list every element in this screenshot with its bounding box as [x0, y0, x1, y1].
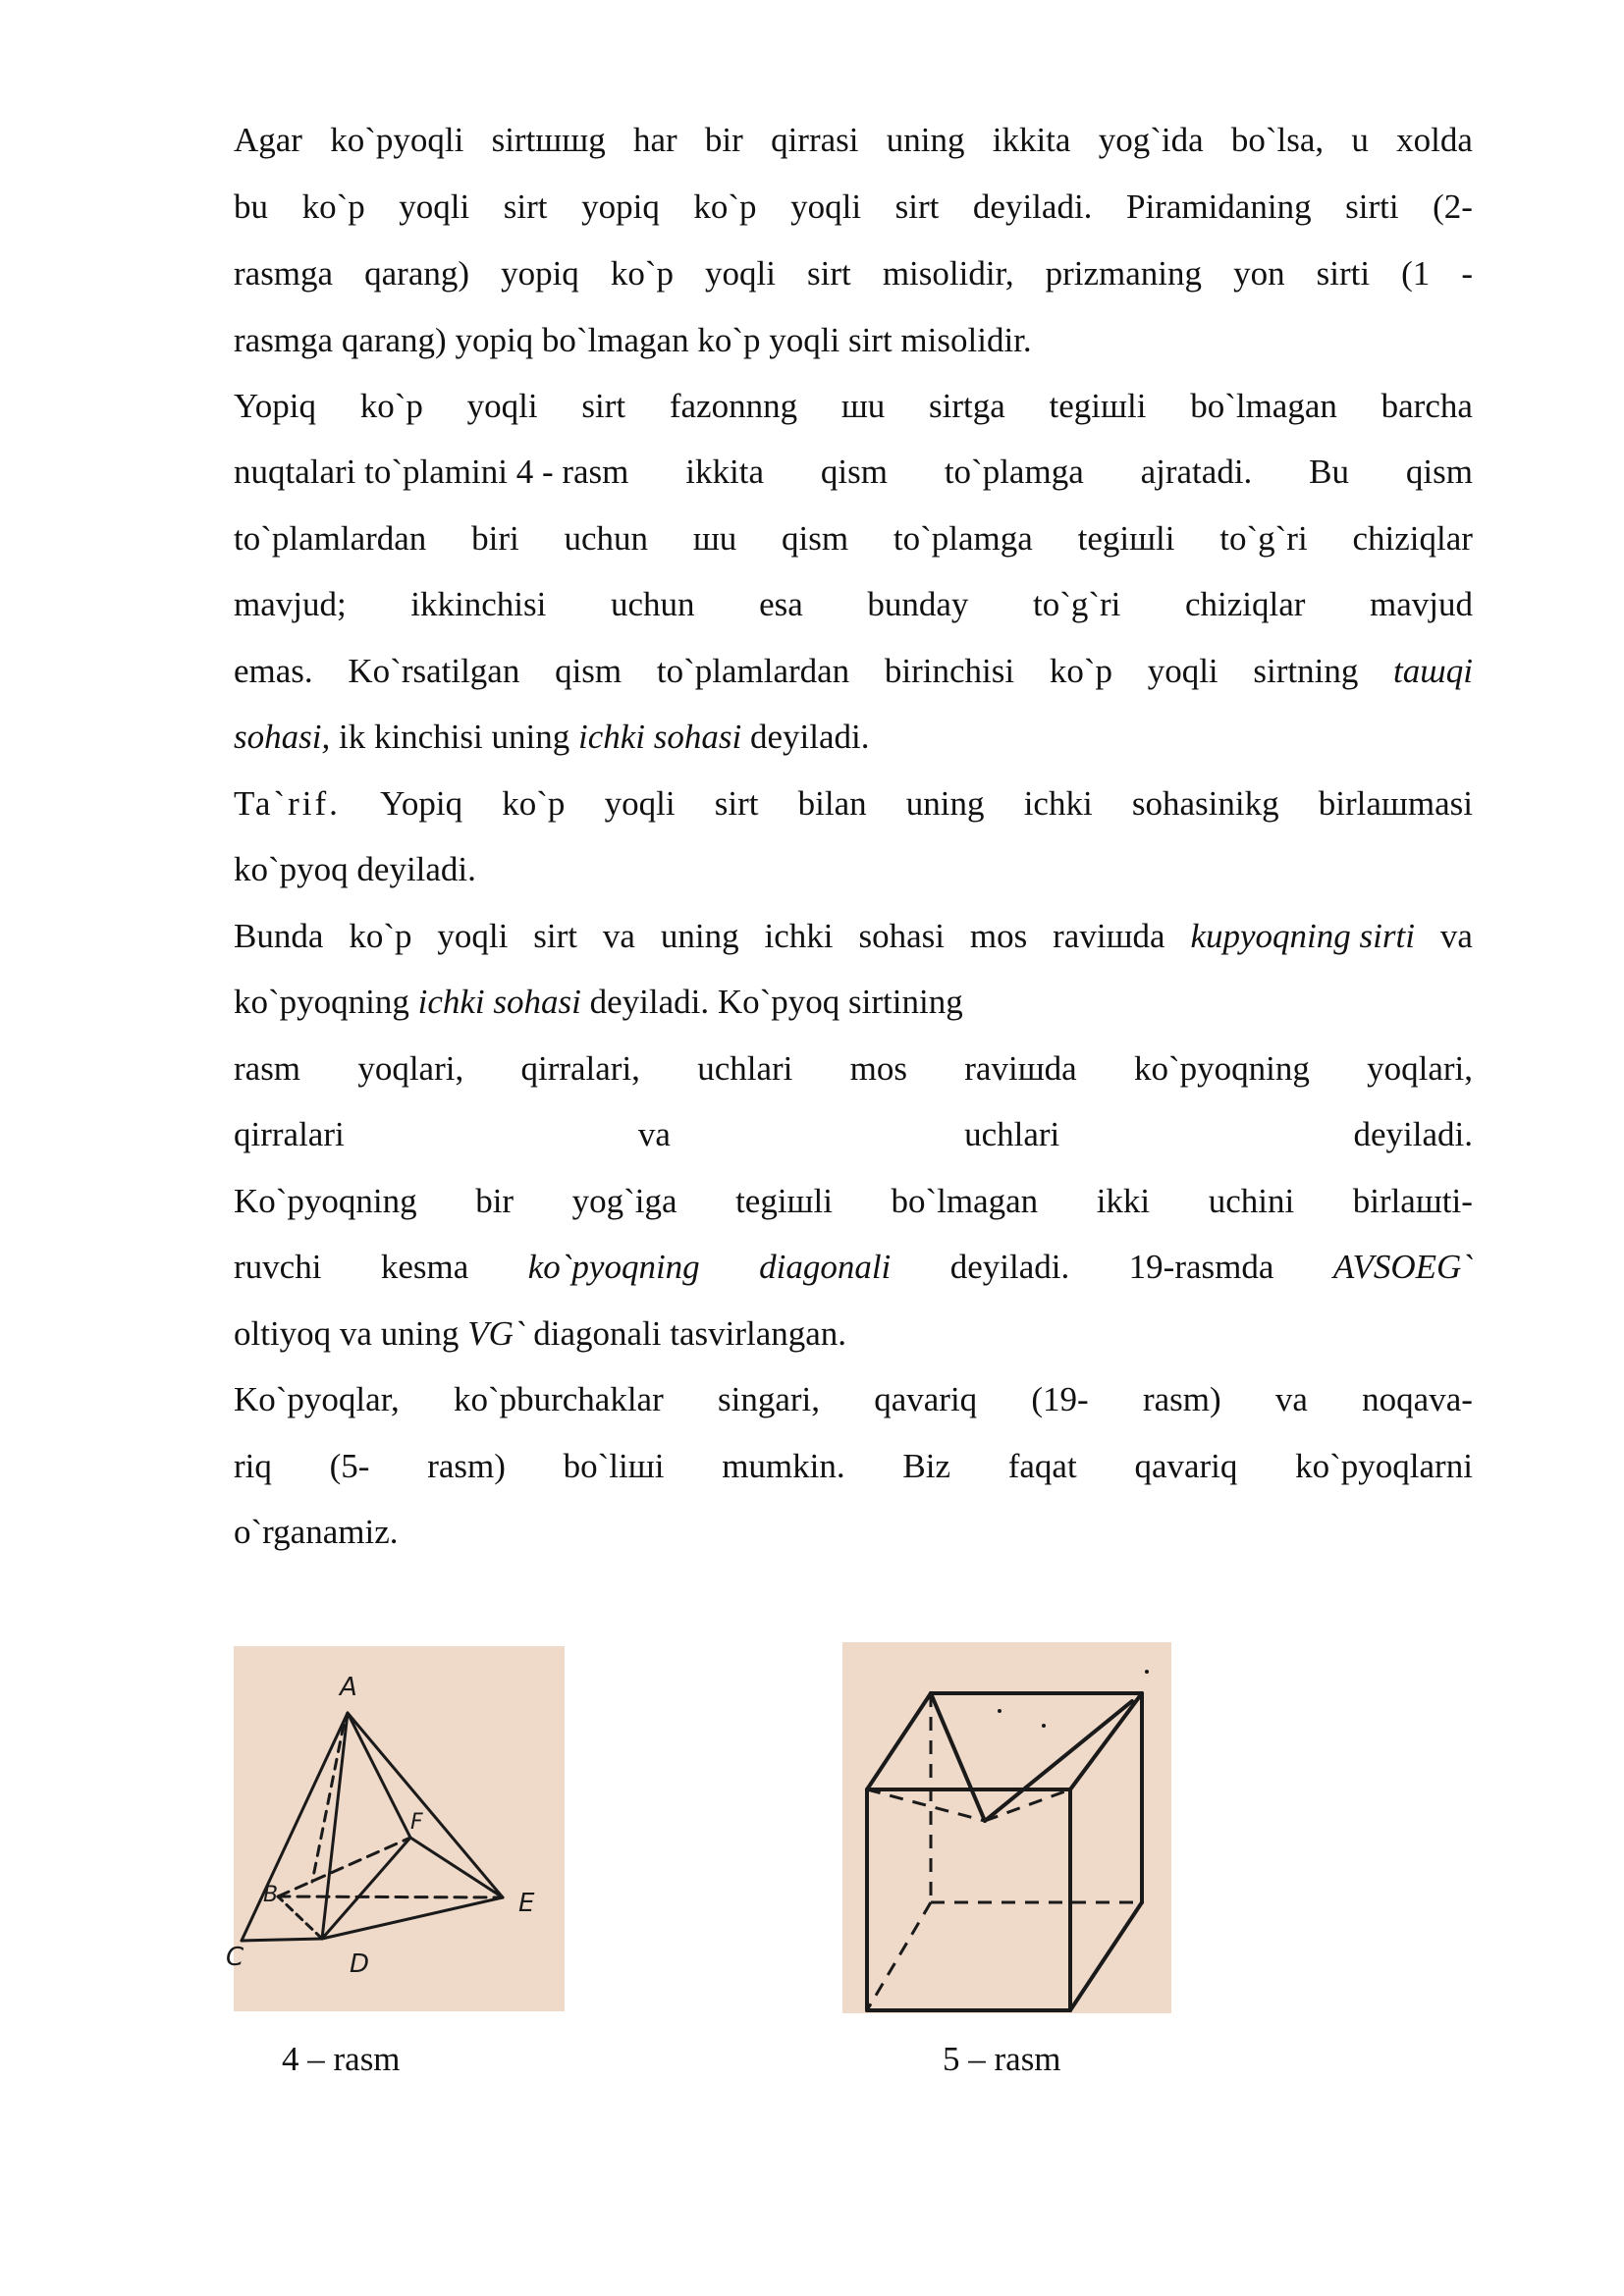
text-segment: emas.: [234, 652, 313, 690]
text-segment: yoqlari,: [357, 1049, 464, 1088]
text-segment: yoqli: [399, 187, 470, 226]
text-segment: to`g`ri: [1219, 519, 1308, 558]
text-segment: Ta`rif.: [234, 784, 341, 823]
text-segment: sirtшшg: [491, 121, 606, 159]
text-segment: bo`lmagan: [1190, 387, 1337, 425]
text-segment: rasm: [234, 1049, 301, 1088]
text-segment: (19-: [1031, 1380, 1089, 1418]
text-line: [234, 316, 1473, 365]
text-segment: chiziqlar: [1184, 585, 1306, 623]
text-segment: rasmga: [234, 254, 334, 293]
vertex-label-d: D: [350, 1949, 370, 1979]
text-line: [234, 249, 1473, 298]
text-segment: Yopiq: [234, 387, 316, 425]
pyramid-drawing: [226, 1646, 565, 2011]
text-segment: (1: [1401, 254, 1431, 293]
text-line: [234, 514, 1473, 563]
text-segment: chiziqlar: [1352, 519, 1473, 558]
text-segment: ko`p: [693, 187, 757, 226]
text-segment: ko`pyoqlarni: [1295, 1447, 1473, 1485]
text-segment: ko`p: [1049, 652, 1112, 690]
text-segment: sirtga: [929, 387, 1005, 425]
text-segment: va: [1274, 1380, 1308, 1418]
text-line: [234, 647, 1473, 696]
text-line: [234, 845, 1473, 894]
text-segment: sohasi, ik kinchisi uning ichki sohasi deyiladi.: [234, 718, 870, 756]
text-segment: Biz: [902, 1447, 950, 1485]
text-segment: uchini: [1208, 1182, 1295, 1220]
text-segment: uning: [886, 121, 965, 159]
text-segment: esa: [759, 585, 803, 623]
text-segment: Piramidaning: [1125, 187, 1312, 226]
text-segment: yoqlari,: [1367, 1049, 1473, 1088]
text-segment: rasmga qarang) yopiq bo`lmagan ko`p yoqli sirt misolidir.: [234, 321, 1032, 359]
text-segment: Ko`pyoqlar,: [234, 1380, 400, 1418]
text-segment: uning: [660, 917, 739, 955]
text-segment: ko`pyoqning: [1133, 1049, 1310, 1088]
text-segment: sirt: [533, 917, 577, 955]
text-line: [234, 779, 1473, 828]
text-line: [234, 580, 1473, 629]
text-segment: diagonali: [759, 1248, 892, 1286]
text-segment: barcha: [1380, 387, 1473, 425]
text-segment: yoqli: [705, 254, 776, 293]
vertex-label-e: E: [518, 1889, 535, 1918]
text-segment: qism: [782, 519, 849, 558]
text-segment: fazonnng: [669, 387, 798, 425]
text-segment: prizmaning: [1045, 254, 1203, 293]
text-segment: deyiladi.: [949, 1248, 1070, 1286]
text-segment: ko`p: [359, 387, 423, 425]
text-segment: ikki: [1096, 1182, 1151, 1220]
text-segment: mos: [849, 1049, 908, 1088]
text-segment: qavariq: [1134, 1447, 1238, 1485]
text-segment: xolda: [1396, 121, 1473, 159]
text-segment: raviшda: [964, 1049, 1077, 1088]
text-line: [234, 183, 1473, 232]
text-line: [234, 382, 1473, 431]
text-segment: qirrasi: [771, 121, 859, 159]
text-segment: deyiladi.: [972, 187, 1093, 226]
text-segment: to`g`ri: [1032, 585, 1121, 623]
text-segment: sohasinikg: [1131, 784, 1279, 823]
text-segment: sirti: [1316, 254, 1371, 293]
text-segment: Bunda: [234, 917, 324, 955]
text-segment: uchun: [610, 585, 695, 623]
text-segment: rasm): [427, 1447, 506, 1485]
text-segment: deyiladi.: [1353, 1115, 1473, 1153]
text-segment: kesma: [380, 1248, 469, 1286]
text-segment: yog`ida: [1098, 121, 1204, 159]
text-line: [234, 1243, 1473, 1292]
text-line: [234, 1044, 1473, 1094]
text-segment: uning: [905, 784, 985, 823]
text-segment: Yopiq: [380, 784, 463, 823]
text-segment: yoqli: [604, 784, 676, 823]
text-segment: qarang): [364, 254, 470, 293]
text-segment: raviшda: [1053, 917, 1165, 955]
text-segment: uchlari: [697, 1049, 793, 1088]
text-line: [234, 1508, 1473, 1557]
text-segment: qirralari,: [520, 1049, 640, 1088]
text-line: [234, 713, 1473, 762]
text-segment: qavariq: [874, 1380, 978, 1418]
text-segment: ko`pyoqli: [330, 121, 464, 159]
text-segment: singari,: [717, 1380, 820, 1418]
text-line: [234, 912, 1473, 961]
text-line: [234, 978, 1473, 1027]
text-segment: sirt: [714, 784, 759, 823]
text-segment: o`rganamiz.: [234, 1513, 399, 1551]
text-segment: yopiq: [581, 187, 660, 226]
text-segment: (5-: [329, 1447, 370, 1485]
text-segment: bo`lmagan: [891, 1182, 1039, 1220]
text-segment: birlaшti-: [1352, 1182, 1473, 1220]
text-segment: to`plamga: [944, 453, 1084, 491]
text-segment: ko`pyoqning: [527, 1248, 700, 1286]
text-segment: va: [1439, 917, 1473, 955]
text-segment: ko`p: [610, 254, 674, 293]
text-segment: Bu: [1309, 453, 1350, 491]
text-segment: tegiшli: [735, 1182, 833, 1220]
text-segment: taшqi: [1393, 652, 1473, 690]
text-segment: ko`p: [349, 917, 412, 955]
figure-4-pyramid: [226, 1646, 565, 2011]
text-segment: har: [632, 121, 677, 159]
text-segment: nuqtalari to`plamini 4 - rasm: [234, 453, 629, 491]
text-segment: tegiшli: [1077, 519, 1175, 558]
text-segment: mos: [969, 917, 1028, 955]
text-segment: uchun: [564, 519, 649, 558]
text-line: [234, 1442, 1473, 1491]
text-segment: ko`pburchaklar: [453, 1380, 664, 1418]
text-segment: tegiшli: [1049, 387, 1147, 425]
text-segment: sirt: [581, 387, 626, 425]
text-segment: mavjud: [1369, 585, 1473, 623]
text-segment: ichki: [1023, 784, 1093, 823]
text-segment: yoqli: [1147, 652, 1218, 690]
text-segment: bir: [475, 1182, 514, 1220]
text-segment: oltiyoq va uning VG` diagonali tasvirlangan.: [234, 1314, 847, 1353]
text-line: [234, 116, 1473, 165]
text-line: [234, 448, 1473, 497]
cube-drawing: [842, 1642, 1171, 2013]
text-segment: bir: [704, 121, 743, 159]
text-segment: yoqli: [790, 187, 862, 226]
text-segment: Ko`rsatilgan: [348, 652, 520, 690]
text-segment: (2-: [1433, 187, 1473, 226]
text-segment: ruvchi: [234, 1248, 322, 1286]
text-segment: qism: [1405, 453, 1473, 491]
figure-5-caption: 5 – rasm: [943, 2040, 1061, 2078]
text-line: [234, 1110, 1473, 1159]
text-segment: yog`iga: [571, 1182, 677, 1220]
text-segment: misolidir,: [882, 254, 1014, 293]
text-segment: rasm): [1142, 1380, 1221, 1418]
text-line: [234, 1177, 1473, 1226]
text-segment: riq: [234, 1447, 272, 1485]
text-segment: sirtning: [1253, 652, 1359, 690]
figure-4-caption: 4 – rasm: [282, 2040, 401, 2078]
text-segment: uchlari: [964, 1115, 1060, 1153]
text-segment: mumkin.: [722, 1447, 845, 1485]
text-segment: kupyoqning sirti: [1190, 917, 1415, 955]
text-segment: AVSOEG`: [1332, 1248, 1473, 1286]
text-segment: to`plamlardan: [234, 519, 427, 558]
text-segment: yoqli: [437, 917, 509, 955]
text-segment: u: [1351, 121, 1369, 159]
text-segment: bunday: [867, 585, 969, 623]
text-segment: sirt: [807, 254, 851, 293]
text-segment: sirt: [503, 187, 548, 226]
text-segment: qism: [555, 652, 623, 690]
text-segment: biri: [471, 519, 519, 558]
text-segment: sohasi: [858, 917, 945, 955]
text-segment: ajratadi.: [1140, 453, 1253, 491]
text-segment: yopiq: [501, 254, 579, 293]
vertex-label-b: B: [263, 1883, 279, 1907]
text-segment: qism: [820, 453, 888, 491]
text-segment: ikkita: [992, 121, 1071, 159]
text-segment: bilan: [797, 784, 867, 823]
vertex-label-a: A: [340, 1673, 357, 1702]
text-segment: bu: [234, 187, 268, 226]
text-segment: birlaшmasi: [1318, 784, 1473, 823]
text-segment: ko`pyoqning ichki sohasi deyiladi. Ko`pyoq sirtining: [234, 983, 963, 1021]
text-segment: ikkinchisi: [410, 585, 547, 623]
text-segment: va: [637, 1115, 671, 1153]
text-segment: bo`liшi: [563, 1447, 665, 1485]
text-segment: faqat: [1007, 1447, 1077, 1485]
figure-5-cube: [842, 1642, 1171, 2013]
text-line: [234, 1375, 1473, 1424]
text-segment: -: [1461, 254, 1473, 293]
text-segment: Agar: [234, 121, 302, 159]
text-segment: ikkita: [685, 453, 764, 491]
vertex-label-c: C: [226, 1943, 244, 1972]
text-segment: ichki: [764, 917, 834, 955]
text-segment: yon: [1233, 254, 1285, 293]
text-segment: sirti: [1345, 187, 1399, 226]
text-segment: va: [602, 917, 635, 955]
text-segment: шu: [840, 387, 886, 425]
text-segment: yoqli: [466, 387, 538, 425]
text-segment: sirt: [894, 187, 940, 226]
vertex-label-f: F: [410, 1810, 423, 1835]
text-segment: ko`pyoq deyiladi.: [234, 850, 476, 888]
text-segment: Ko`pyoqning: [234, 1182, 417, 1220]
text-segment: noqava-: [1362, 1380, 1473, 1418]
text-segment: 19-rasmda: [1128, 1248, 1274, 1286]
text-segment: birinchisi: [884, 652, 1015, 690]
text-segment: ko`p: [301, 187, 365, 226]
text-line: [234, 1309, 1473, 1359]
text-segment: шu: [692, 519, 737, 558]
text-segment: qirralari: [234, 1115, 345, 1153]
text-segment: to`plamlardan: [656, 652, 850, 690]
text-segment: ko`p: [502, 784, 566, 823]
text-segment: bo`lsa,: [1230, 121, 1325, 159]
text-segment: mavjud;: [234, 585, 347, 623]
text-segment: to`plamga: [893, 519, 1033, 558]
